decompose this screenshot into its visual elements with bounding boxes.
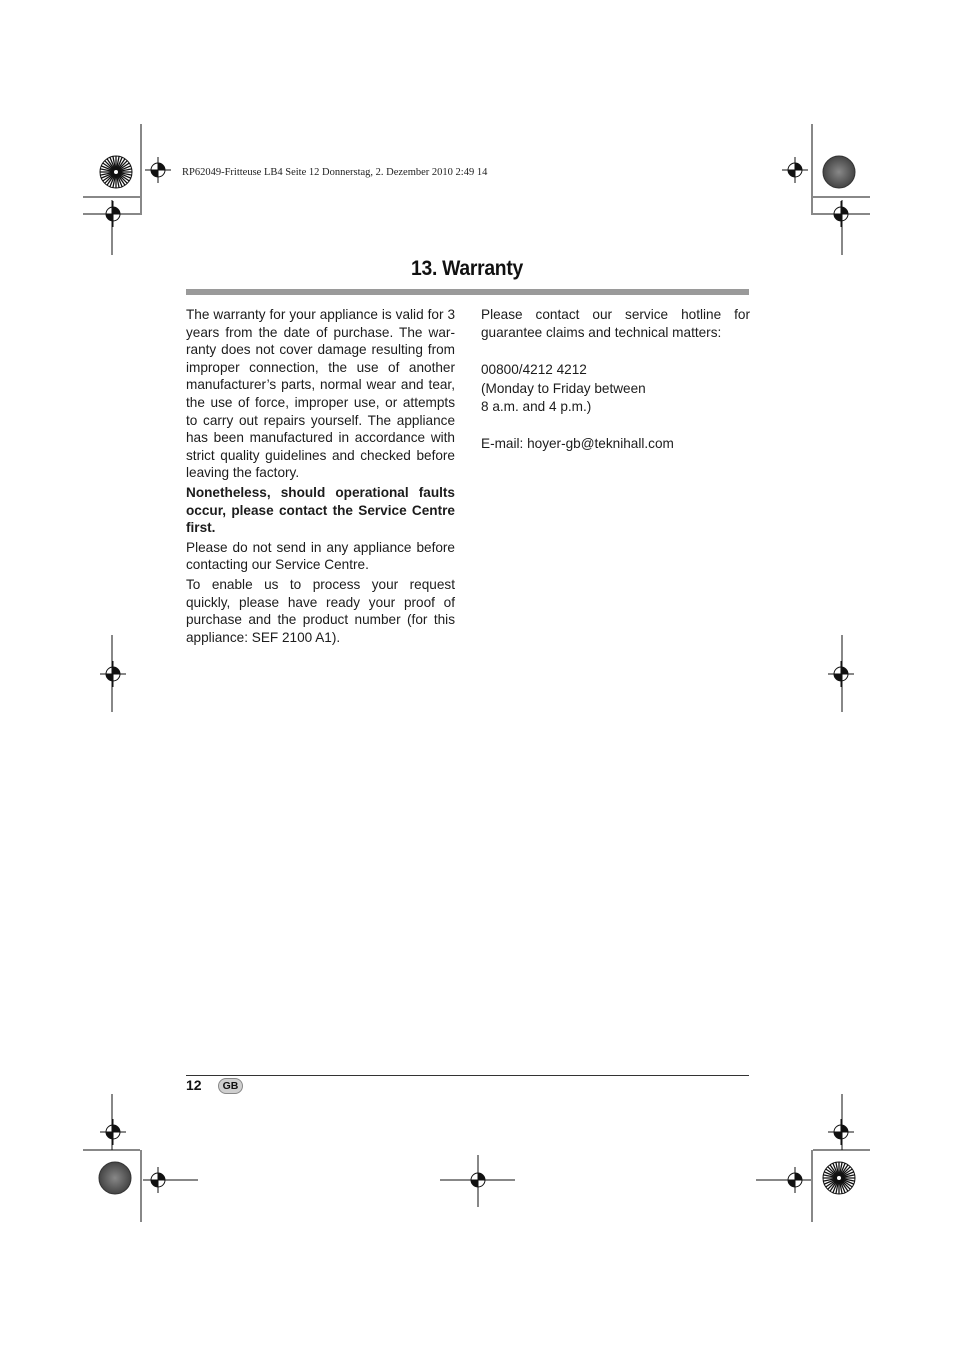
- hotline-hours-line1: (Monday to Friday between: [481, 381, 646, 397]
- service-centre-notice: Nonetheless, should operational faults occur, please contact the Service Centre first.: [186, 484, 455, 536]
- hotline-intro: Please contact our service hotline for guarantee claims and technical matters:: [481, 307, 750, 340]
- spacer: [481, 418, 750, 436]
- do-not-send-paragraph: Please do not send in any appliance before contacting our Service Centre.: [186, 539, 455, 573]
- language-badge: GB: [218, 1078, 243, 1094]
- contact-email: E-mail: hoyer-gb@teknihall.com: [481, 436, 674, 452]
- section-heading: 13. Warranty: [411, 257, 523, 280]
- warranty-terms-paragraph: The warranty for your appliance is valid for 3 years from the date of purchase. The war-ranty does not cover damage resulting from improper connection, the use of another manufacturer’s parts, normal wear and tear, the use of force, improper use, or attempts to carry out repairs yourself. The appliance has been manufactured in accordance with strict quality guidelines and checked before leaving the factory.: [186, 307, 455, 481]
- hotline-hours-line2: 8 a.m. and 4 p.m.): [481, 398, 592, 414]
- print-slug-line: RP62049-Fritteuse LB4 Seite 12 Donnerstag, 2. Dezember 2010 2:49 14: [182, 167, 488, 178]
- spacer: [481, 343, 750, 361]
- heading-rule: [186, 289, 749, 295]
- right-column: [481, 306, 750, 455]
- footer-rule: [186, 1075, 749, 1076]
- page-number: 12: [186, 1077, 202, 1093]
- proof-of-purchase-paragraph: To enable us to process your request quickly, please have ready your proof of purchase and the product number (for this appliance: SEF 2100 A1).: [186, 576, 455, 645]
- hotline-phone: 00800/4212 4212: [481, 361, 587, 377]
- left-column: [186, 306, 455, 648]
